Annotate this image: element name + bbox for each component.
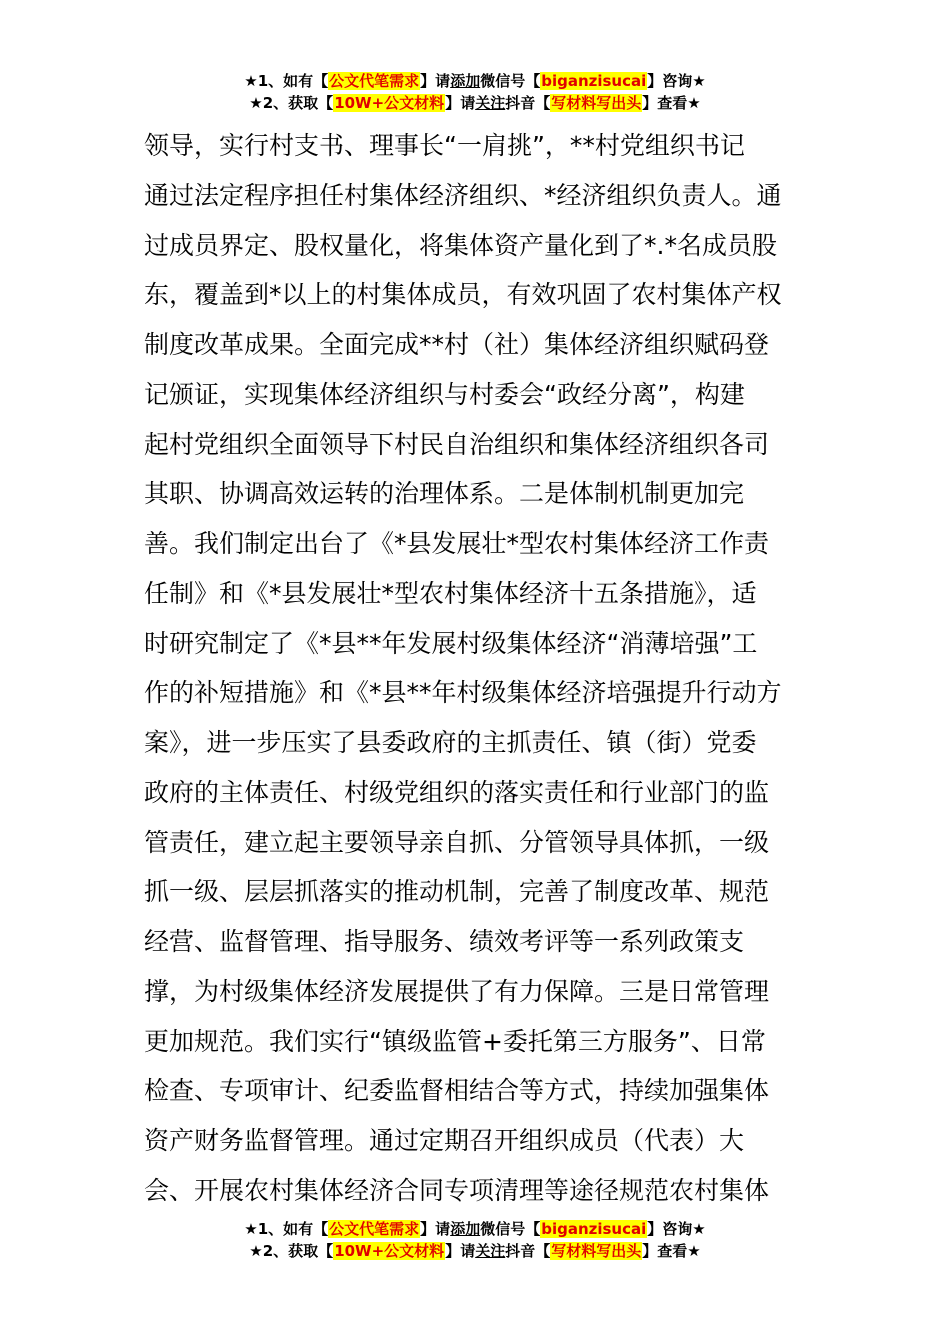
banner-text: 】请 [420,1220,451,1238]
banner-text: ★1、如有【 [244,1220,329,1238]
banner-text: 】咨询★ [647,1220,706,1238]
document-body [144,121,814,1216]
banner-text: 】查看★ [642,94,701,112]
underlined-add: 添加 [450,72,481,90]
body-line: 东，覆盖到*以上的村集体成员，有效巩固了农村集体产权 [144,280,782,310]
body-line: 制度改革成果。全面完成**村（社）集体经济组织赋码登 [144,330,770,359]
banner-line-2 [0,92,950,114]
highlight-materials: 10W+公文材料 [334,1242,445,1260]
body-line: 记颁证，实现集体经济组织与村委会“政经分离”，构建 [144,379,745,409]
banner-text: 】请 [420,72,451,90]
body-line: 抓一级、层层抓落实的推动机制，完善了制度改革、规范 [144,877,770,907]
body-line: 资产财务监督管理。通过定期召开组织成员（代表）大 [144,1126,745,1155]
body-line: 过成员界定、股权量化，将集体资产量化到了*.*名成员股 [144,230,777,260]
body-line: 作的补短措施》和《*县**年村级集体经济培强提升行动方 [144,678,782,708]
body-line: 领导，实行村支书、理事长“一肩挑”，**村党组织书记 [144,131,745,160]
highlight-service: 公文代笔需求 [329,72,420,90]
banner-text: ★2、获取【 [249,1242,334,1260]
body-line: 起村党组织全面领导下村民自治组织和集体经济组织各司 [144,429,770,459]
highlight-wechat-id: biganzisucai [541,1220,647,1238]
highlight-service: 公文代笔需求 [329,1220,420,1238]
body-line: 任制》和《*县发展壮*型农村集体经济十五条措施》，适 [144,578,757,608]
body-line: 善。我们制定出台了《*县发展壮*型农村集体经济工作责 [144,529,770,558]
banner-text: ★1、如有【 [244,72,329,90]
banner-line-1 [0,1218,950,1240]
banner-text: 抖音【 [505,94,551,112]
banner-line-1 [0,70,950,92]
highlight-materials: 10W+公文材料 [334,94,445,112]
body-line: 时研究制定了《*县**年发展村级集体经济“消薄培强”工 [144,628,758,658]
body-line: 更加规范。我们实行“镇级监管+委托第三方服务”、日常 [144,1026,766,1056]
banner-text: 微信号【 [480,1220,541,1238]
body-line: 其职、协调高效运转的治理体系。二是体制机制更加完 [144,479,745,509]
body-line: 检查、专项审计、纪委监督相结合等方式，持续加强集体 [144,1076,770,1106]
underlined-follow: 关注 [475,94,506,112]
body-line: 管责任，建立起主要领导亲自抓、分管领导具体抓，一级 [144,827,770,857]
body-line: 案》，进一步压实了县委政府的主抓责任、镇（街）党委 [144,728,757,757]
highlight-douyin: 写材料写出头 [551,1242,642,1260]
banner-text: 微信号【 [480,72,541,90]
underlined-follow: 关注 [475,1242,506,1260]
banner-text: 】请 [445,94,476,112]
body-line: 会、开展农村集体经济合同专项清理等途径规范农村集体 [144,1175,770,1205]
body-line: 通过法定程序担任村集体经济组织、*经济组织负责人。通 [144,180,782,210]
banner-text: ★2、获取【 [249,94,334,112]
body-line: 政府的主体责任、村级党组织的落实责任和行业部门的监 [144,777,770,807]
header-banner [0,70,950,114]
banner-text: 】查看★ [642,1242,701,1260]
banner-text: 抖音【 [505,1242,551,1260]
body-line: 经营、监督管理、指导服务、绩效考评等一系列政策支 [144,927,745,956]
banner-text: 】咨询★ [647,72,706,90]
highlight-wechat-id: biganzisucai [541,72,647,90]
banner-text: 】请 [445,1242,476,1260]
banner-line-2 [0,1240,950,1262]
body-line: 撑，为村级集体经济发展提供了有力保障。三是日常管理 [144,976,770,1006]
highlight-douyin: 写材料写出头 [551,94,642,112]
footer-banner [0,1218,950,1262]
underlined-add: 添加 [450,1220,481,1238]
